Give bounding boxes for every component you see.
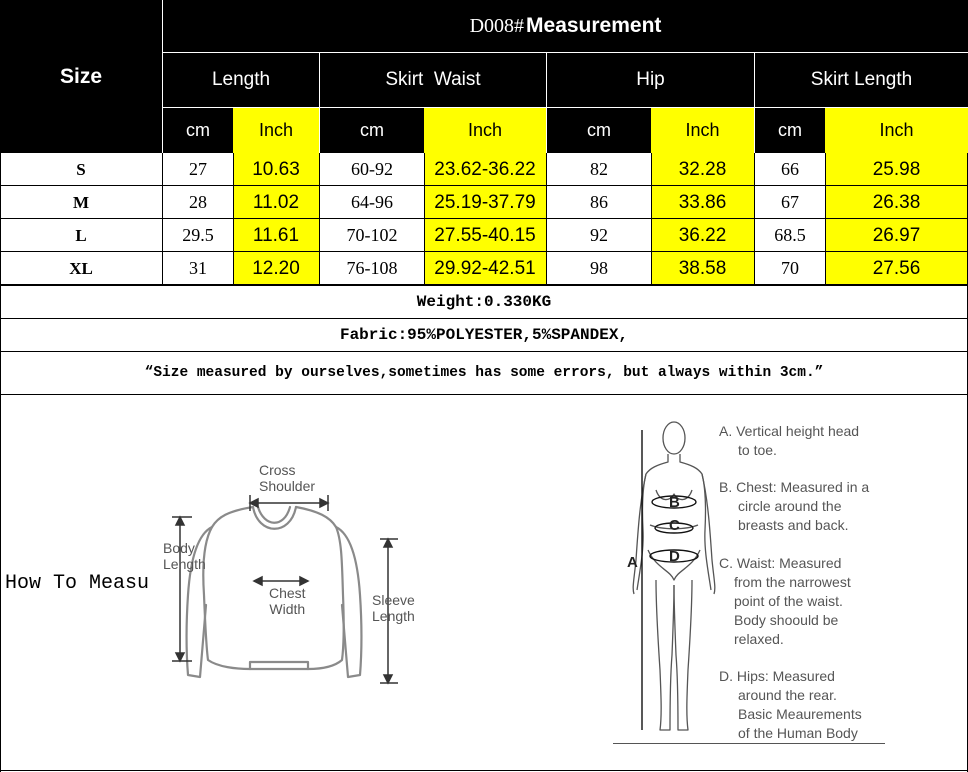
divider: [0, 394, 968, 395]
cm-cell: 66: [781, 159, 799, 179]
cm-cell: 82: [590, 159, 608, 179]
unit-inch-skirt-length: Inch: [825, 108, 968, 153]
size-cell: L: [75, 225, 87, 245]
weight-row: Weight:0.330KG: [416, 293, 552, 311]
cm-cell: 27: [189, 159, 207, 179]
cm-cell: 28: [189, 192, 207, 212]
divider: [754, 53, 755, 153]
divider: [424, 153, 425, 285]
inch-cell: 26.38: [825, 186, 968, 219]
inch-cell: 11.61: [233, 219, 319, 252]
divider: [0, 351, 968, 352]
unit-inch-waist: Inch: [424, 108, 546, 153]
divider: [0, 285, 968, 286]
cm-cell: 76-108: [346, 258, 398, 278]
page-title: [163, 0, 968, 52]
inch-cell: 25.98: [825, 153, 968, 186]
cm-cell: 29.5: [182, 225, 214, 245]
legend-height: A. Vertical height head to toe.: [719, 423, 860, 458]
size-cell: XL: [69, 258, 93, 278]
body-diagram: [612, 410, 722, 745]
inch-cell: 32.28: [651, 153, 754, 186]
group-length: Length: [211, 69, 271, 90]
cm-cell: 67: [781, 192, 799, 212]
inch-cell: 12.20: [233, 252, 319, 285]
divider: [319, 153, 320, 285]
cm-cell: 64-96: [351, 192, 393, 212]
how-to-measure-label: How To Measu: [5, 572, 150, 595]
divider: [651, 153, 652, 285]
inch-cell: 36.22: [651, 219, 754, 252]
body-letter-c: C: [669, 517, 680, 534]
legend-waist: C. Waist: Measured from the narrowest point of the waist. Body shoould be relaxed.: [719, 555, 851, 647]
inch-cell: 23.62-36.22: [424, 153, 546, 186]
cm-cell: 31: [189, 258, 207, 278]
divider: [163, 52, 968, 53]
divider: [0, 153, 1, 772]
cm-cell: 86: [590, 192, 608, 212]
fabric-row: Fabric:95%POLYESTER,5%SPANDEX,: [339, 326, 629, 344]
note-row: “Size measured by ourselves,sometimes has some errors, but always within 3cm.”: [144, 365, 824, 381]
divider: [233, 153, 234, 285]
legend-hips: D. Hips: Measured around the rear. Basic Meaurements of the Human Body: [719, 668, 862, 741]
legend-chest: B. Chest: Measured in a circle around the breasts and back.: [719, 479, 870, 533]
divider: [546, 53, 547, 153]
inch-cell: 38.58: [651, 252, 754, 285]
cm-cell: 68.5: [774, 225, 806, 245]
chest-width-label: Chest Width: [269, 585, 306, 617]
cm-cell: 70-102: [346, 225, 398, 245]
cm-cell: 98: [590, 258, 608, 278]
size-cell: M: [72, 192, 90, 212]
divider: [546, 153, 547, 285]
inch-cell: 11.02: [233, 186, 319, 219]
unit-cm-skirt-length: cm: [778, 120, 802, 140]
inch-cell: 27.55-40.15: [424, 219, 546, 252]
unit-inch-hip: Inch: [651, 108, 754, 153]
cm-cell: 60-92: [351, 159, 393, 179]
body-length-label: Body Length: [163, 540, 206, 572]
title-text: Measurement: [526, 14, 662, 37]
sleeve-length-label: Sleeve Length: [372, 592, 415, 624]
divider: [163, 107, 968, 108]
divider: [0, 770, 968, 771]
cm-cell: 92: [590, 225, 608, 245]
size-cell: S: [76, 159, 86, 179]
baseline: [613, 743, 885, 744]
unit-cm-hip: cm: [587, 120, 611, 140]
inch-cell: 26.97: [825, 219, 968, 252]
body-letter-a: A: [627, 554, 638, 571]
group-skirt-length: Skirt Length: [810, 69, 913, 90]
inch-cell: 27.56: [825, 252, 968, 285]
cross-shoulder-label: Cross Shoulder: [259, 462, 316, 494]
body-letter-b: B: [669, 494, 680, 511]
unit-cm-length: cm: [186, 120, 210, 140]
divider: [162, 0, 163, 153]
cm-cell: 70: [781, 258, 799, 278]
inch-cell: 10.63: [233, 153, 319, 186]
group-hip: Hip: [636, 69, 665, 90]
inch-cell: 33.86: [651, 186, 754, 219]
divider: [825, 153, 826, 285]
inch-cell: 29.92-42.51: [424, 252, 546, 285]
unit-inch-length: Inch: [233, 108, 319, 153]
divider: [0, 318, 968, 319]
inch-cell: 25.19-37.79: [424, 186, 546, 219]
unit-cm-waist: cm: [360, 120, 384, 140]
model-code: D008#: [469, 14, 525, 37]
body-letter-d: D: [669, 548, 680, 565]
divider: [162, 153, 163, 285]
divider: [319, 53, 320, 153]
divider: [754, 153, 755, 285]
group-skirt-waist: Skirt Waist: [385, 69, 481, 90]
size-header: Size: [59, 64, 103, 88]
